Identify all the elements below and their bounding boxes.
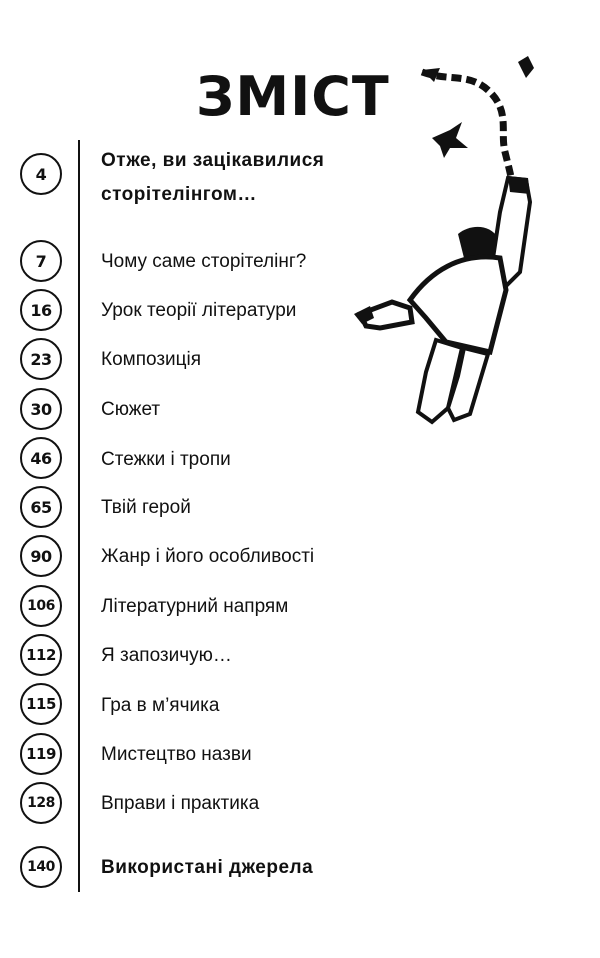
toc-entry-label: Літературний напрям [101, 596, 289, 617]
kite-tail [422, 72, 512, 182]
page-number-badge: 112 [20, 634, 62, 676]
toc-entry-label: Стежки і тропи [101, 449, 231, 470]
page-number-badge: 65 [20, 486, 62, 528]
toc-entry-label: Мистецтво назви [101, 744, 252, 765]
toc-entry-label: Чому саме сторітелінг? [101, 251, 307, 272]
page-number-badge: 115 [20, 683, 62, 725]
page-title: ЗМІСТ [196, 65, 390, 128]
toc-entry-label: Я запозичую… [101, 645, 232, 666]
toc-entry-label: Сюжет [101, 399, 161, 420]
toc-entry-label: Використані джерела [101, 857, 314, 878]
toc-entry-label: Твій герой [101, 497, 191, 518]
torso-shape [410, 257, 506, 352]
toc-entry-label: Жанр і його особливості [101, 546, 315, 567]
kite-figure-icon [340, 52, 560, 462]
toc-entry-label: Композиція [101, 349, 202, 370]
page-number-badge: 46 [20, 437, 62, 479]
page-number-badge: 119 [20, 733, 62, 775]
bird-icon [432, 122, 468, 158]
cuff-shape [508, 176, 530, 194]
divider-line [78, 140, 80, 892]
page-number-badge: 140 [20, 846, 62, 888]
page-number-badge: 16 [20, 289, 62, 331]
page-number-badge: 30 [20, 388, 62, 430]
page-number-badge: 23 [20, 338, 62, 380]
page-number-badge: 7 [20, 240, 62, 282]
page-number-badge: 106 [20, 585, 62, 627]
toc-entry-label: Гра в м’ячика [101, 695, 220, 716]
kite-shape [518, 56, 534, 78]
page-number-badge: 90 [20, 535, 62, 577]
toc-entry-label: Отже, ви зацікавилися сторітелінгом… [101, 150, 325, 205]
page-number-badge: 128 [20, 782, 62, 824]
toc-entry-label: Урок теорії літератури [101, 300, 297, 321]
toc-entry-label: Вправи і практика [101, 793, 260, 814]
page-number-badge: 4 [20, 153, 62, 195]
